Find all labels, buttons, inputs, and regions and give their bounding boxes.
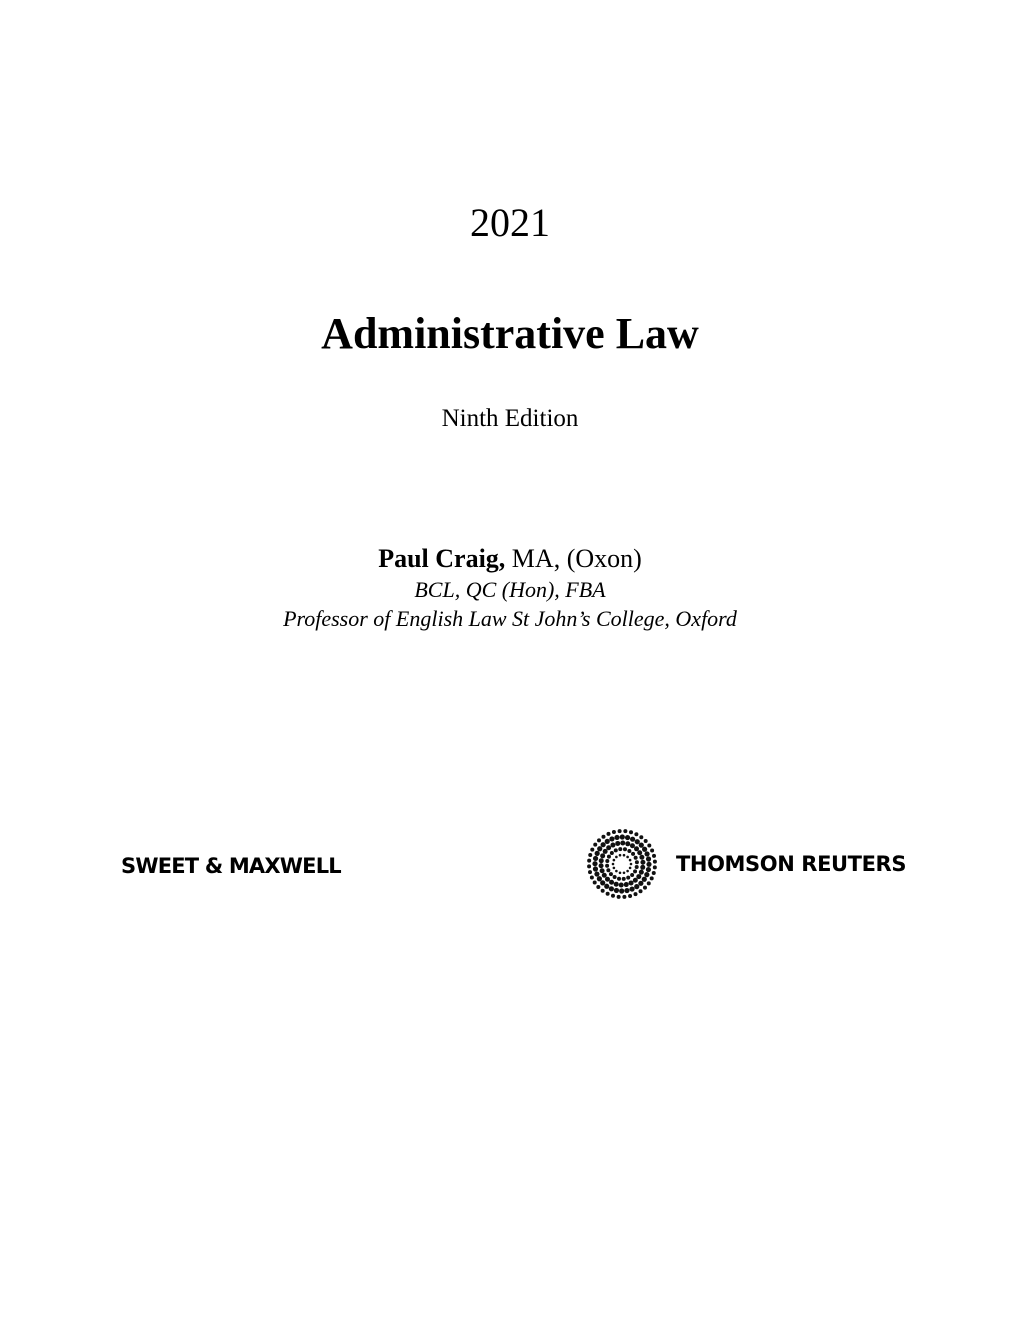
logo-dot [630,863,633,866]
author-name: Paul Craig, [378,544,506,573]
logo-dot [629,830,633,834]
logo-dot [647,843,651,847]
logo-dot [594,871,599,876]
logo-dot [613,867,616,870]
logo-dot [597,846,602,851]
logo-dot [636,874,641,879]
logo-dot [606,832,610,836]
logo-dot [627,849,631,853]
logo-dot [633,869,637,873]
logo-dot [635,839,640,844]
logo-dot [615,841,620,846]
logo-dot [623,871,626,874]
logo-dot [647,881,651,885]
logo-dot [623,847,627,851]
logo-dot [614,848,618,852]
logo-dot [629,880,634,885]
logo-dot [634,892,638,896]
logo-dot [646,862,651,867]
logo-dot [590,876,594,880]
logo-dot [590,848,594,852]
logo-dot [614,882,619,887]
logo-dot [652,871,656,875]
logo-dot [630,843,635,848]
logo-dot [626,870,629,873]
logo-dot [624,882,629,887]
book-title: Administrative Law [321,309,699,358]
logo-dot [630,837,635,842]
logo-dot [634,832,638,836]
logo-dot [606,892,610,896]
logo-dot [609,836,614,841]
author-line [0,542,1020,576]
logo-dot [629,886,634,891]
author-degrees: MA, (Oxon) [505,544,642,573]
logo-dot [642,847,647,852]
logo-dot [639,835,643,839]
logo-dot [605,864,609,868]
logo-dot [588,853,592,857]
logo-dot [607,855,611,859]
logo-dot [623,854,626,857]
logo-dot [613,875,617,879]
logo-dot [609,872,613,876]
logo-dot [622,895,626,899]
logo-dot [600,853,605,858]
logo-dot [595,851,600,856]
edition-label: Ninth Edition [441,405,579,432]
logo-dot [617,877,621,881]
logo-dot [619,888,624,893]
publication-year: 2021 [470,200,550,245]
logo-dot [653,865,657,869]
logo-dot [611,894,615,898]
logo-dot [628,894,632,898]
author-position: Professor of English Law St John’s College, Oxford [283,606,737,631]
logo-dot [610,851,614,855]
logo-dot [587,859,591,863]
logo-dot [619,854,622,857]
logo-dot [639,843,644,848]
logo-dot [600,868,605,873]
author-credentials: BCL, QC (Hon), FBA [414,577,606,602]
logo-dot [618,847,622,851]
logo-dot [605,877,610,882]
logo-dot [614,888,619,893]
logo-dot [603,849,608,854]
logo-dot [642,877,647,882]
logo-dot [619,882,624,887]
logo-dot [625,835,630,840]
logo-dot [646,867,651,872]
logo-dot [650,876,654,880]
logo-dot [624,888,629,893]
logo-dot [619,871,622,874]
logo-dot [597,838,601,842]
logo-dot [629,867,632,870]
logo-dot [609,880,614,885]
logo-dot [622,877,626,881]
thomson-reuters-dot-icon [584,828,664,902]
logo-dot [613,859,616,862]
logo-dot [605,839,610,844]
logo-dot [614,835,619,840]
logo-dot [601,842,606,847]
logo-dot [617,895,621,899]
logo-dot [620,841,625,846]
logo-dot [606,845,611,850]
logo-dot [592,861,597,866]
logo-dot [639,855,644,860]
logo-dot [601,889,605,893]
logo-dot [615,870,618,873]
sweet-maxwell-logo: SWEET & MAXWELL [121,854,341,878]
logo-dot [637,850,642,855]
logo-dot [639,870,644,875]
logo-dot [620,834,625,839]
thomson-reuters-logo [584,828,914,902]
logo-dot [601,835,605,839]
logo-dot [593,843,597,847]
logo-dot [643,886,647,890]
logo-dot [640,865,645,870]
logo-dot [600,880,605,885]
logo-dot [593,881,597,885]
logo-dot [596,885,600,889]
logo-dot [644,851,649,856]
logo-dot [606,868,610,872]
logo-dot [634,884,639,889]
logo-dot [639,889,643,893]
logo-dot [653,860,657,864]
logo-dot [630,873,634,877]
logo-dot [650,848,654,852]
logo-dot [587,864,591,868]
logo-dot [635,860,639,864]
logo-dot [618,829,622,833]
logo-dot [633,878,638,883]
logo-dot [644,839,648,843]
logo-dot [588,870,592,874]
logo-dot [635,865,639,869]
logo-dot [593,866,598,871]
logo-dot [646,856,651,861]
logo-dot [602,873,607,878]
logo-dot [605,859,609,863]
logo-dot [593,856,598,861]
logo-dot [634,856,638,860]
logo-dot [610,843,615,848]
logo-dot [631,852,635,856]
logo-dot [612,830,616,834]
logo-dot [644,872,649,877]
logo-dot [609,886,614,891]
logo-dot [626,876,630,880]
logo-dot [604,884,609,889]
logo-dot [599,858,604,863]
logo-dot [599,863,604,868]
logo-dot [623,829,627,833]
logo-dot [634,846,639,851]
logo-dot [615,856,618,859]
thomson-reuters-wordmark: THOMSON REUTERS [676,852,907,876]
logo-dot [640,860,645,865]
logo-dot [638,881,643,886]
logo-dot [626,856,629,859]
logo-dot [629,859,632,862]
logo-dot [652,854,656,858]
logo-dot [612,863,615,866]
logo-dot [597,876,602,881]
logo-dot [625,841,630,846]
